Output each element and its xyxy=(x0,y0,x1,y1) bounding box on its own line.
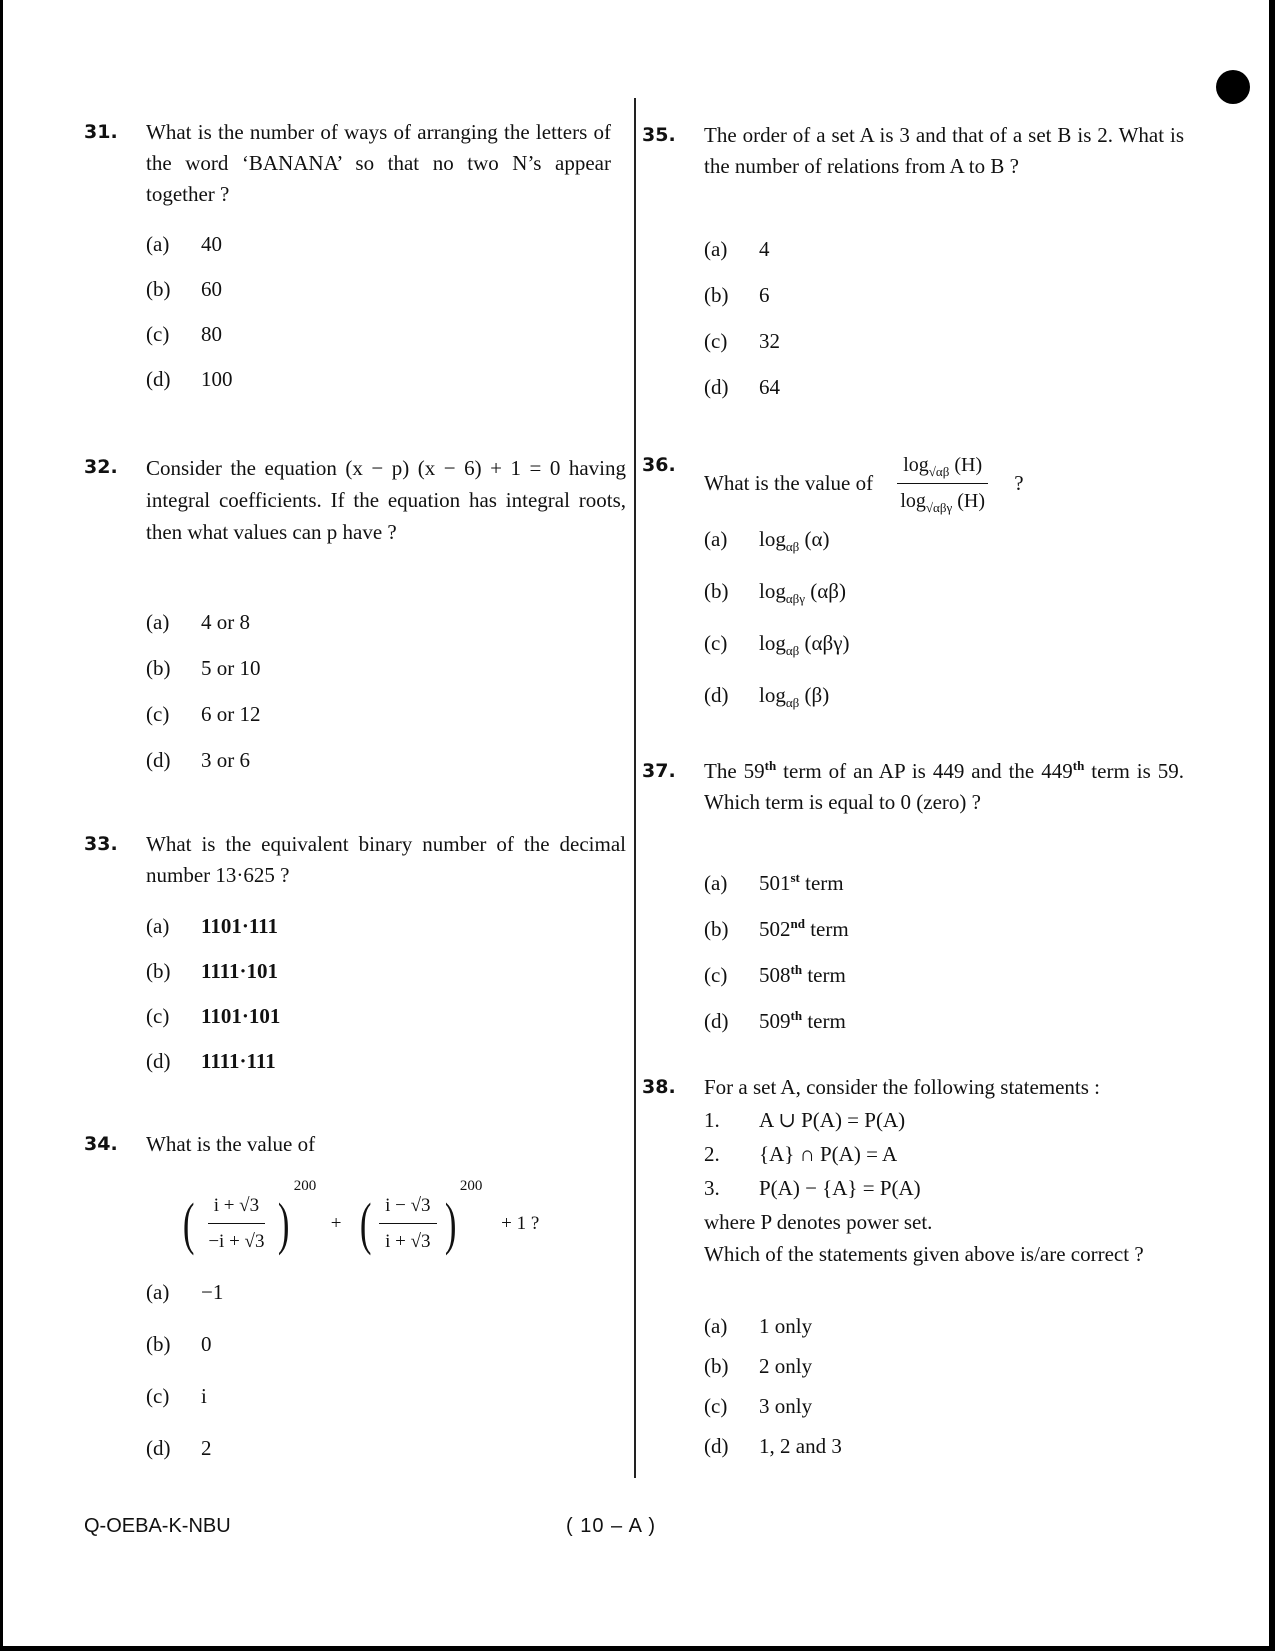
option-c[interactable]: (c) i xyxy=(146,1384,207,1408)
question-text: The 59th term of an AP is 449 and the 449th term is 59. Which term is equal to 0 (zero) ? xyxy=(704,758,1185,814)
question-number: 38. xyxy=(642,1076,676,1098)
question-text: Consider the equation (x − p) (x − 6) + 1 = 0 having integral coefficients. If the equation has integral roots, then what values can p have ? xyxy=(146,456,626,544)
column-divider xyxy=(634,98,636,1478)
question-text: What is the value of xyxy=(146,1132,316,1156)
option-c[interactable]: (c) 80 xyxy=(146,322,222,346)
question-number: 32. xyxy=(84,456,118,478)
option-c[interactable]: (c) 3 only xyxy=(704,1394,813,1418)
option-a[interactable]: (a) 4 xyxy=(704,237,770,261)
question-text: For a set A, consider the following statements : xyxy=(704,1075,1101,1099)
option-b[interactable]: (b) 1111·101 xyxy=(146,959,279,983)
option-b[interactable]: (b) 60 xyxy=(146,277,222,301)
statement-2: 2. {A} ∩ P(A) = A xyxy=(704,1142,898,1166)
option-d[interactable]: (d) 2 xyxy=(146,1436,212,1460)
option-c[interactable]: (c) 32 xyxy=(704,329,780,353)
math-expression: ( $\frac{i + √3}{-i + √3}$ )$^{200}$ + ( $\frac{i - √3}{i + √3}$ )$^{200}$ + 1 ? xyxy=(182,1178,540,1256)
question-ask: Which of the statements given above is/are correct ? xyxy=(704,1242,1144,1266)
question-text: What is the equivalent binary number of the decimal number 13·625 ? xyxy=(146,832,626,887)
option-b[interactable]: (b) 5 or 10 xyxy=(146,656,261,680)
question-number: 37. xyxy=(642,760,676,782)
option-c[interactable]: (c) 508th term xyxy=(704,962,846,987)
option-b[interactable]: (b) 0 xyxy=(146,1332,212,1356)
question-number: 36. xyxy=(642,454,676,476)
option-a[interactable]: (a) 1101·111 xyxy=(146,914,279,938)
option-a[interactable]: (a) −1 xyxy=(146,1280,224,1304)
scan-edge-bottom xyxy=(0,1646,1275,1651)
scan-edge-left xyxy=(0,0,3,1651)
option-d[interactable]: (d) 509th term xyxy=(704,1008,846,1033)
option-a[interactable]: (a) 1 only xyxy=(704,1314,813,1338)
scan-edge-right xyxy=(1269,0,1275,1651)
question-number: 33. xyxy=(84,833,118,855)
question-number: 31. xyxy=(84,121,118,143)
option-a[interactable]: (a) 4 or 8 xyxy=(146,610,250,634)
option-d[interactable]: (d) 1111·111 xyxy=(146,1049,276,1073)
question-number: 35. xyxy=(642,124,676,146)
log-fraction: $\frac{\log_{√\alpha\beta} (H)}{\log_{√\alpha\beta\gamma} (H)}$ xyxy=(894,450,991,517)
question-text: What is the number of ways of arranging the letters of the word ‘BANANA’ so that no two N’s appear together ? xyxy=(146,120,611,206)
option-d[interactable]: (d) 3 or 6 xyxy=(146,748,250,772)
option-c[interactable]: (c) $\log_{\alpha\beta} (\alpha\beta\gamma)$ xyxy=(704,631,850,659)
statement-note: where P denotes power set. xyxy=(704,1210,933,1234)
statement-3: 3. P(A) − {A} = P(A) xyxy=(704,1176,921,1200)
statement-1: 1. A ∪ P(A) = P(A) xyxy=(704,1108,906,1132)
footer-code: Q-OEBA-K-NBU xyxy=(84,1515,231,1537)
option-b[interactable]: (b) $\log_{\alpha\beta\gamma} (\alpha\beta)$ xyxy=(704,579,846,607)
option-d[interactable]: (d) 100 xyxy=(146,367,233,391)
question-number: 34. xyxy=(84,1133,118,1155)
footer-page-number: ( 10 – A ) xyxy=(566,1515,657,1537)
option-a[interactable]: (a) 40 xyxy=(146,232,222,256)
option-a[interactable]: (a) $\log_{\alpha\beta} (\alpha)$ xyxy=(704,527,830,555)
option-b[interactable]: (b) 2 only xyxy=(704,1354,813,1378)
punch-hole-icon xyxy=(1216,70,1250,104)
exam-page: 31. What is the number of ways of arranging the letters of the word ‘BANANA’ so that no two N’s appear together ? (a) 40 (b) 60 (c) 80 (d) 100 32. Consider the equation (x − p) (x − 6) + 1 = 0 having integral coefficients. If the equation has integral roots, then what values can p have ? (a) 4 or 8 (b) 5 or 10 (c) 6 or 12 (d) 3 or 6 33. What is the equivalent binary number of the decimal number 13·625 ? (a) 1101·111 (b) 1111·101 (c) 1101·101 (d) 1111·111 34. What is the value of ( $\frac{i + √3}{-i + √3}$ )$^{200}$ + ( $\frac{i - √3}{i + √3}$ )$^{200}$ + 1 ? (a) −1 (b) 0 (c) i (d) 2 35. The order of a set A is 3 and that of a set B is 2. What is the number of relations from A to B ? (a) 4 (b) 6 (c) 32 (d) 64 36. What is the value of $\frac{\log_{√\alpha\beta} (H)}{\log_{√\alpha\beta\gamma} (H)}$ ? (a) $\log_{\alpha\beta} (\alpha)$ (b) $\log_{\alpha\beta\gamma} (\alpha\beta)$ (c) $\log_{\alpha\beta} (\alpha\beta\gamma)$ (d) $\log_{\alpha\beta} (\beta)$ 37. The 59th term of an AP is 449 and the 449th term is 59. Which term is equal to 0 (zero) ? (a) 501st term (b) 502nd term (c) 508th term (d) 509th term 38. For a set A, consider the following statements : 1. A ∪ P(A) = P(A) 2. {A} ∩ P(A) = A 3. P(A) − {A} = P(A) where P denotes power set. Which of the statements given above is/are correct ? (a) 1 only (b) 2 only (c) 3 only (d) 1, 2 and 3 Q-OEBA-K-NBU ( 10 – A ) xyxy=(0,0,1275,1651)
option-d[interactable]: (d) 64 xyxy=(704,375,780,399)
option-c[interactable]: (c) 6 or 12 xyxy=(146,702,261,726)
option-c[interactable]: (c) 1101·101 xyxy=(146,1004,281,1028)
option-d[interactable]: (d) $\log_{\alpha\beta} (\beta)$ xyxy=(704,683,830,711)
option-d[interactable]: (d) 1, 2 and 3 xyxy=(704,1434,842,1458)
option-a[interactable]: (a) 501st term xyxy=(704,870,844,895)
question-text: The order of a set A is 3 and that of a set B is 2. What is the number of relations from A to B ? xyxy=(704,123,1184,178)
option-b[interactable]: (b) 502nd term xyxy=(704,916,849,941)
option-b[interactable]: (b) 6 xyxy=(704,283,770,307)
question-text: What is the value of xyxy=(704,471,874,495)
